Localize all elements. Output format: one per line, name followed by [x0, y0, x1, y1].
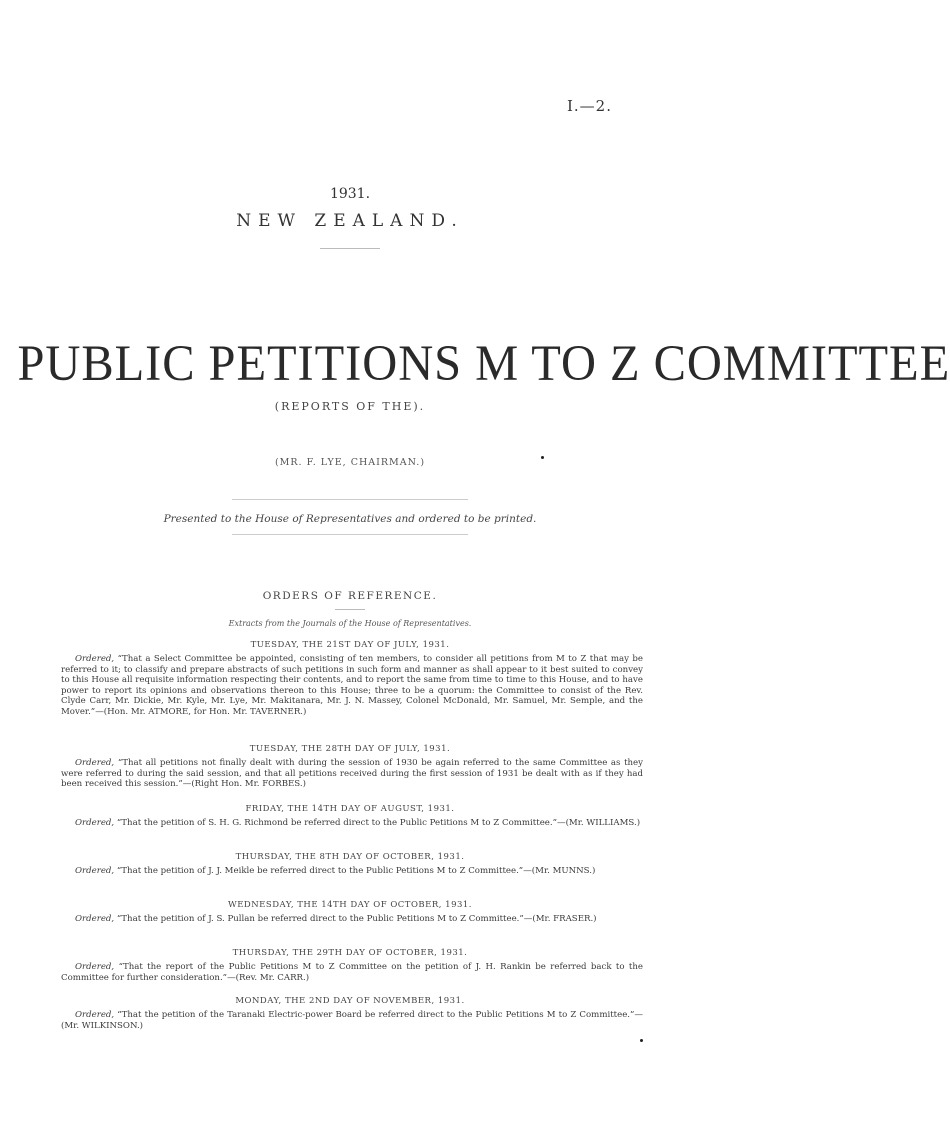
section-heading: ORDERS OF REFERENCE.: [262, 590, 438, 602]
extracts-note: Extracts from the Journals of the House of Representatives.: [228, 619, 472, 628]
order-paragraph: [61, 758, 643, 790]
document-reference: I.—2.: [566, 97, 612, 115]
ink-speck: [640, 1039, 643, 1042]
entry-date: WEDNESDAY, THE 14TH DAY OF OCTOBER, 1931.: [227, 900, 473, 910]
ink-speck: [541, 456, 544, 459]
ordered-label: Ordered,: [75, 866, 115, 876]
order-text: “That the petition of J. J. Meikle be referred direct to the Public Petitions M to Z Committee.”—(Mr. MUNNS.): [116, 866, 596, 876]
order-paragraph: [61, 654, 643, 718]
divider-rule: [232, 534, 468, 535]
order-text: “That the petition of J. S. Pullan be referred direct to the Public Petitions M to Z Committee.”—(Mr. FRASER.): [116, 914, 597, 924]
ordered-label: Ordered,: [75, 914, 115, 924]
order-text: “That the petition of S. H. G. Richmond be referred direct to the Public Petitions M to Z Committee.”—(Mr. WILLIAMS.): [116, 818, 641, 828]
year: 1931.: [329, 186, 371, 202]
order-paragraph: [61, 818, 643, 829]
country-heading: NEW ZEALAND.: [236, 211, 464, 231]
divider-rule: [335, 609, 365, 610]
entry-date: THURSDAY, THE 8TH DAY OF OCTOBER, 1931.: [235, 852, 465, 862]
order-paragraph: [61, 866, 643, 877]
divider-rule: [320, 248, 380, 249]
order-paragraph: [61, 1010, 643, 1031]
ordered-label: Ordered,: [75, 962, 115, 972]
order-paragraph: [61, 962, 643, 983]
subtitle: (REPORTS OF THE).: [274, 400, 426, 413]
entry-date: THURSDAY, THE 29TH DAY OF OCTOBER, 1931.: [232, 948, 468, 958]
order-paragraph: [61, 914, 643, 925]
order-text: “That a Select Committee be appointed, consisting of ten members, to consider all petitions from M to Z that may be referred to it; to classify and prepare abstracts of such petitions in such form and manner as shall appear to it best suited to convey to this House all requisite information respecting their contents, and to report the same from time to time to this House, and to have power to report its opinions and observations thereon to this House; three to be a quorum: the Committee to consist of the Rev. Clyde Carr, Mr. Dickie, Mr. Kyle, Mr. Lye, Mr. Makitanara, Mr. J. N. Massey, Colonel McDonald, Mr. Samuel, Mr. Semple, and the Mover.”—(Hon. Mr. ATMORE, for Hon. Mr. TAVERNER.): [61, 654, 644, 717]
order-text: “That the report of the Public Petitions M to Z Committee on the petition of J. H. Rankin be referred back to the Committee for further consideration.”—(Rev. Mr. CARR.): [61, 962, 644, 983]
chairman-line: (MR. F. LYE, CHAIRMAN.): [274, 457, 426, 468]
divider-rule: [232, 499, 468, 500]
presented-statement: Presented to the House of Representatives and ordered to be printed.: [163, 513, 537, 525]
entry-date: MONDAY, THE 2ND DAY OF NOVEMBER, 1931.: [235, 996, 465, 1006]
ordered-label: Ordered,: [75, 1010, 115, 1020]
ordered-label: Ordered,: [75, 654, 115, 664]
entry-date: FRIDAY, THE 14TH DAY OF AUGUST, 1931.: [245, 804, 455, 814]
page-title: PUBLIC PETITIONS M TO Z COMMITTEE: [17, 336, 950, 392]
ordered-label: Ordered,: [75, 758, 115, 768]
ordered-label: Ordered,: [75, 818, 115, 828]
order-text: “That the petition of the Taranaki Electric-power Board be referred direct to the Public Petitions M to Z Committee.”—(Mr. WILKINSON.): [61, 1010, 644, 1031]
entry-date: TUESDAY, THE 28TH DAY OF JULY, 1931.: [249, 744, 451, 754]
entry-date: TUESDAY, THE 21ST DAY OF JULY, 1931.: [250, 640, 450, 650]
order-text: “That all petitions not finally dealt with during the session of 1930 be again referred to the same Committee as they were referred to during the said session, and that all petitions received during the first session of 1931 be dealt with as if they had been received this session.”—(Right Hon. Mr. FORBES.): [61, 758, 644, 790]
